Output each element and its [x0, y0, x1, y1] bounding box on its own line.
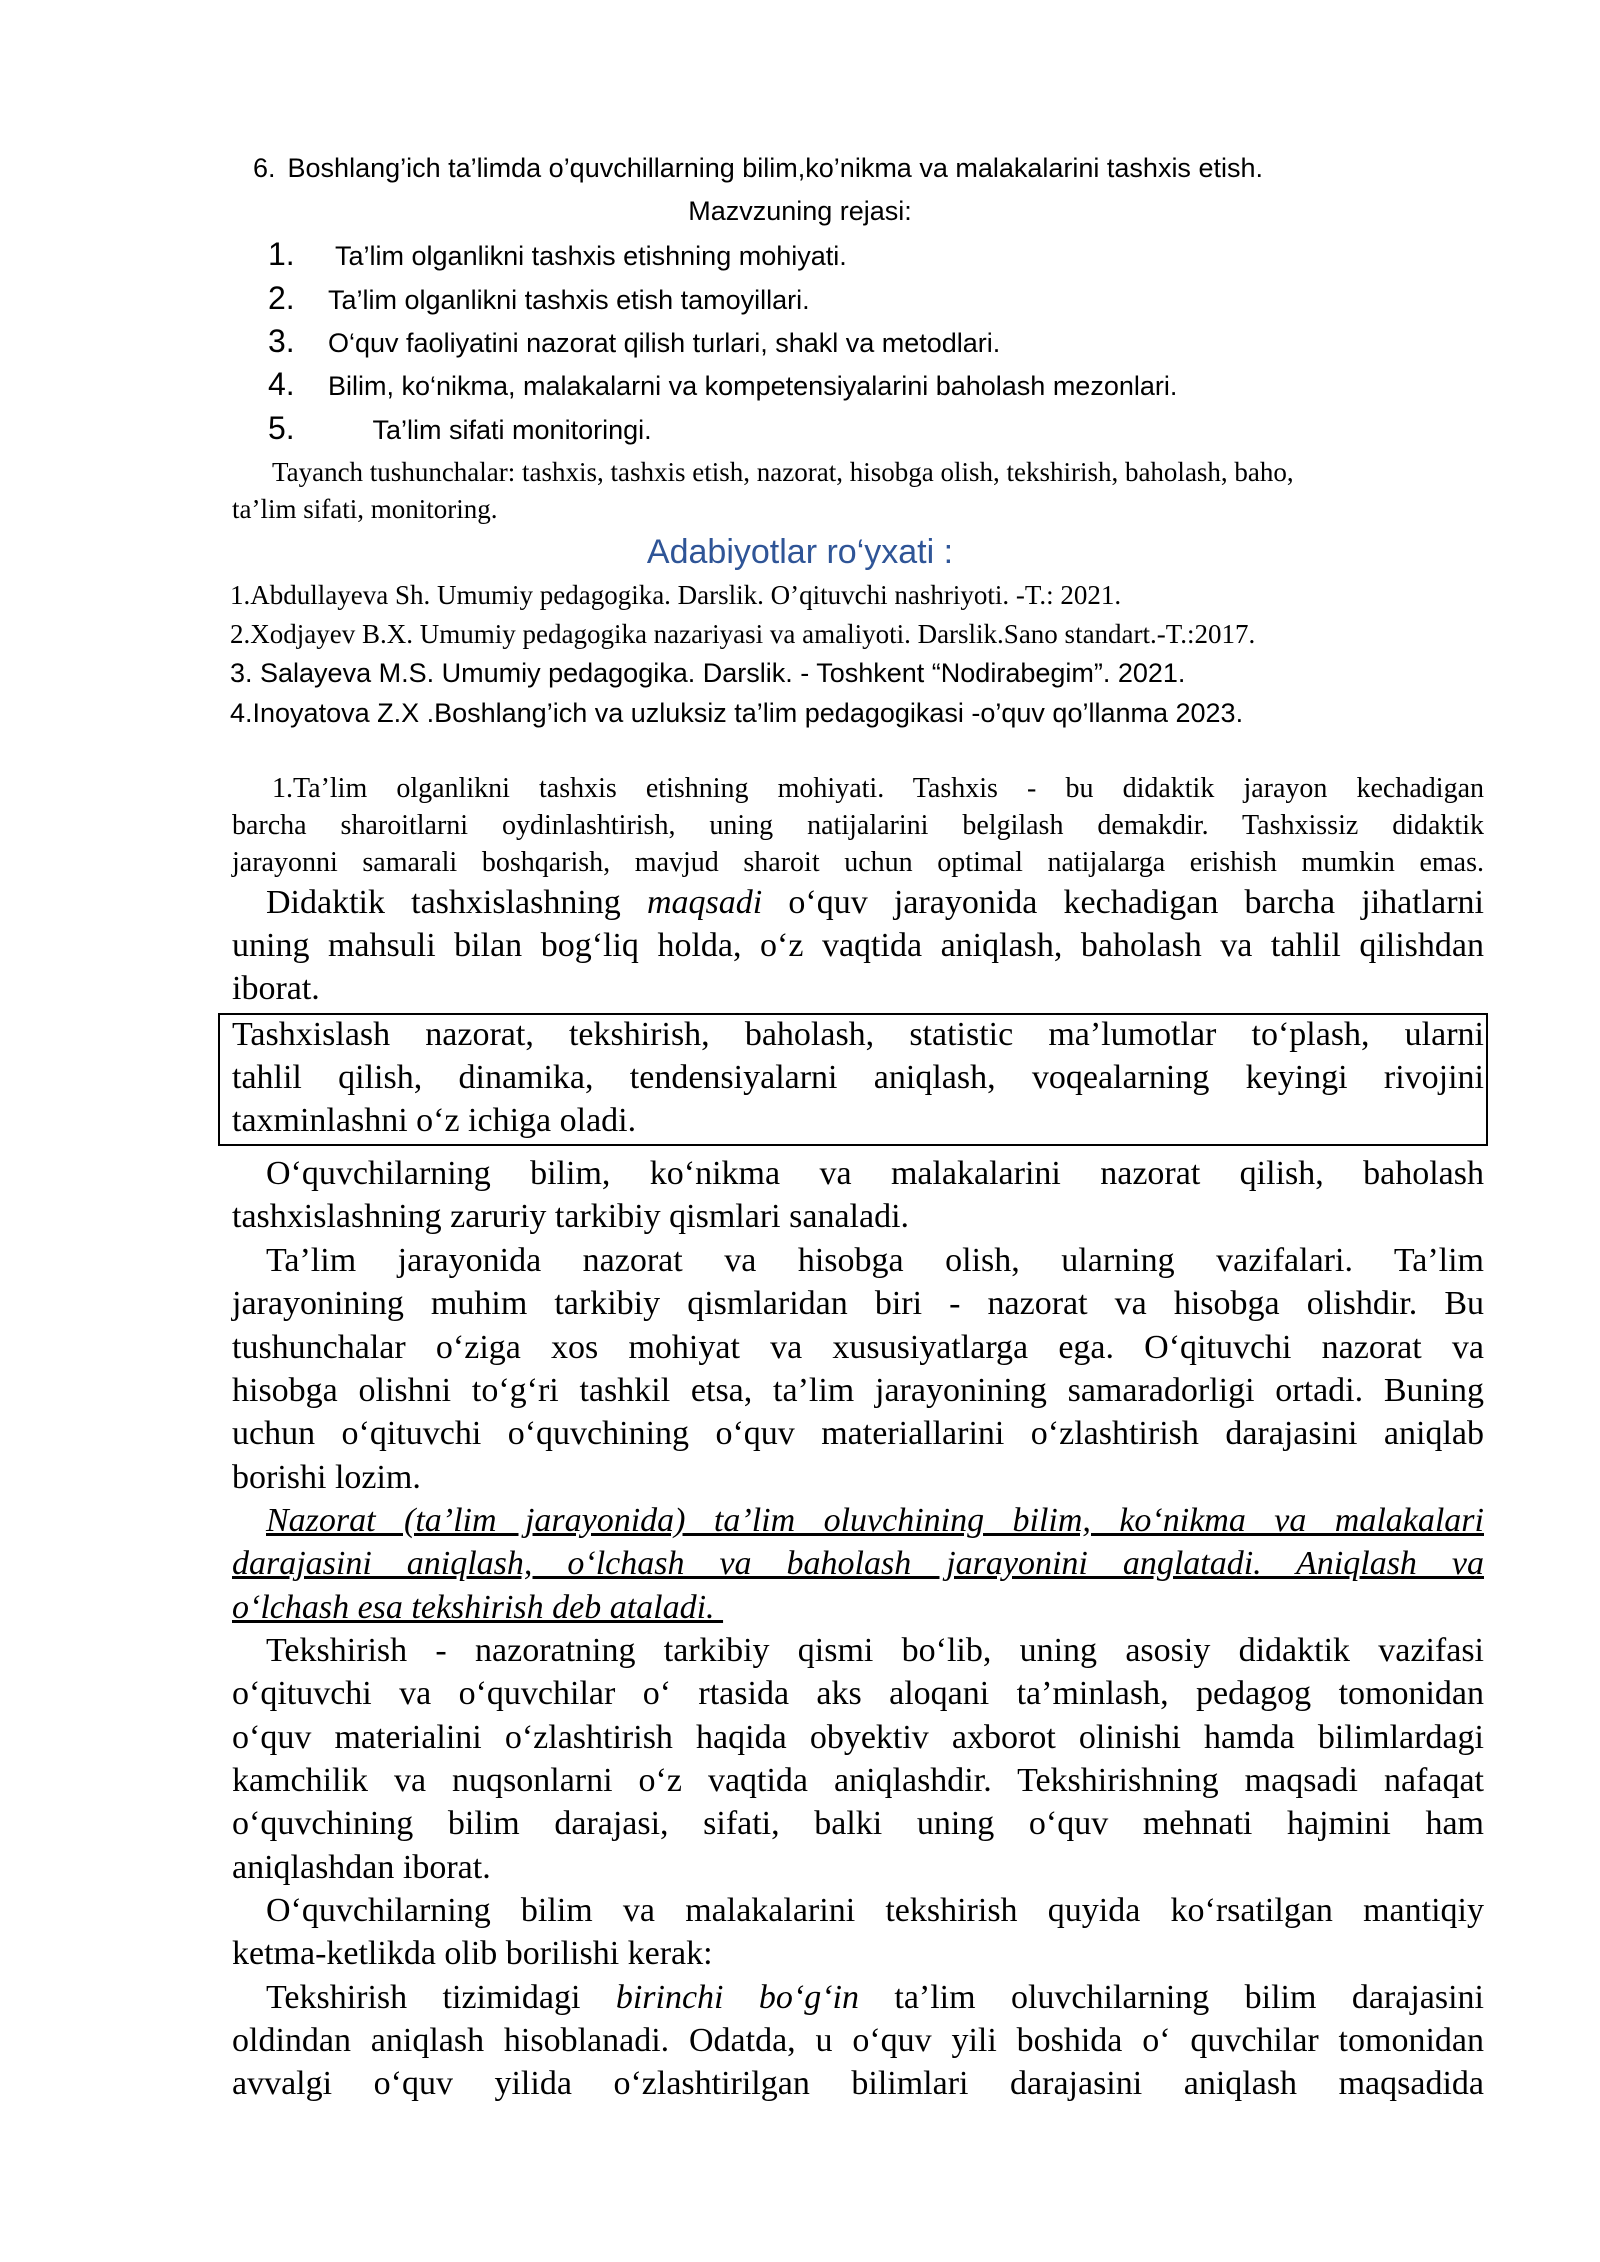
plan-item	[268, 366, 1177, 403]
plan-item-text: Ta’lim sifati monitoringi.	[328, 415, 652, 445]
paragraph-line: uning mahsuli bilan bog‘liq holda, o‘z vaqtida aniqlash, baholash va tahlil qilishdan	[232, 927, 1484, 964]
paragraph-line: borishi lozim.	[232, 1459, 421, 1496]
paragraph-text: Tekshirish tizimidagi	[266, 1979, 616, 2016]
plan-item	[268, 280, 810, 317]
paragraph-line: ketma-ketlikda olib borilishi kerak:	[232, 1935, 713, 1972]
paragraph-line: darajasini aniqlash, o‘lchash va baholash jarayonini anglatadi. Aniqlash va	[232, 1545, 1484, 1582]
paragraph-line: O‘quvchilarning bilim, ko‘nikma va malakalarini nazorat qilish, baholash	[266, 1155, 1484, 1192]
paragraph-line: o‘qituvchi va o‘quvchilar o‘ rtasida aks aloqani ta’minlash, pedagog tomonidan	[232, 1675, 1484, 1712]
paragraph-text: ta’lim oluvchilarning bilim darajasini	[858, 1979, 1485, 2016]
topic-number: 6.	[253, 153, 276, 183]
paragraph-text: Didaktik tashxislashning	[266, 884, 647, 921]
plan-item	[268, 323, 1000, 360]
paragraph-line: tashxislashning zaruriy tarkibiy qismlari sanaladi.	[232, 1198, 910, 1235]
paragraph-line: jarayonining muhim tarkibiy qismlaridan biri - nazorat va hisobga olishdir. Bu	[232, 1285, 1484, 1322]
paragraph-text: o‘quv jarayonida kechadigan barcha jihatlarni	[762, 884, 1484, 921]
emphasis-text: birinchi bo‘g‘in	[615, 1979, 859, 2016]
box-line: taxminlashni o‘z ichiga oladi.	[232, 1102, 637, 1139]
plan-item	[268, 236, 847, 273]
topic-title: Boshlang’ich ta’limda o’quvchillarning bilim,ko’nikma va malakalarini tashxis etish.	[287, 153, 1263, 183]
paragraph-line: O‘quvchilarning bilim va malakalarini tekshirish quyida ko‘rsatilgan mantiqiy	[266, 1892, 1484, 1929]
reference-item: 1.Abdullayeva Sh. Umumiy pedagogika. Darslik. O’qituvchi nashriyoti. -T.: 2021.	[230, 580, 1122, 610]
references-heading: Adabiyotlar ro‘yxati :	[646, 533, 954, 571]
key-concepts-line: ta’lim sifati, monitoring.	[232, 494, 498, 524]
paragraph-line: o‘quvchining bilim darajasi, sifati, balki uning o‘quv mehnati hajmini ham	[232, 1805, 1484, 1842]
plan-heading: Mazvzuning rejasi:	[688, 196, 912, 226]
plan-item-text: Ta’lim olganlikni tashxis etish tamoyillari.	[328, 285, 810, 315]
paragraph-line: uchun o‘qituvchi o‘quvchining o‘quv materiallarini o‘zlashtirish darajasini aniqlab	[232, 1415, 1484, 1452]
reference-item: 3. Salayeva M.S. Umumiy pedagogika. Darslik. - Toshkent “Nodirabegim”. 2021.	[230, 658, 1186, 688]
paragraph-line: 1.Ta’lim olganlikni tashxis etishning mohiyati. Tashxis - bu didaktik jarayon kechadigan	[272, 773, 1484, 804]
emphasis-text: maqsadi	[646, 884, 763, 921]
paragraph-line: avvalgi o‘quv yilida o‘zlashtirilgan bilimlari darajasini aniqlash maqsadida	[232, 2065, 1484, 2102]
paragraph-line: barcha sharoitlarni oydinlashtirish, uning natijalarini belgilash demakdir. Tashxissiz didaktik	[232, 810, 1484, 841]
reference-item: 2.Xodjayev B.X. Umumiy pedagogika nazariyasi va amaliyoti. Darslik.Sano standart.-T.:2017.	[230, 619, 1256, 649]
paragraph-line: hisobga olishni to‘g‘ri tashkil etsa, ta’lim jarayonining samaradorligi ortadi. Buning	[232, 1372, 1484, 1409]
paragraph-line: Tekshirish - nazoratning tarkibiy qismi bo‘lib, uning asosiy didaktik vazifasi	[266, 1632, 1484, 1669]
plan-item-text: Bilim, ko‘nikma, malakalarni va kompetensiyalarini baholash mezonlari.	[328, 371, 1178, 401]
paragraph-line: Nazorat (ta’lim jarayonida) ta’lim oluvchining bilim, ko‘nikma va malakalari	[266, 1502, 1484, 1539]
paragraph-line: oldindan aniqlash hisoblanadi. Odatda, u o‘quv yili boshida o‘ quvchilar tomonidan	[232, 2022, 1484, 2059]
paragraph-line: kamchilik va nuqsonlarni o‘z vaqtida aniqlashdir. Tekshirishning maqsadi nafaqat	[232, 1762, 1484, 1799]
plan-item-number: 1.	[268, 236, 295, 272]
paragraph-line	[266, 884, 1484, 922]
plan-item-number: 2.	[268, 280, 295, 316]
paragraph-line	[266, 1979, 1484, 2017]
paragraph-line: tushunchalar o‘ziga xos mohiyat va xususiyatlarga ega. O‘qituvchi nazorat va	[232, 1329, 1484, 1366]
plan-item-number: 4.	[268, 366, 295, 402]
paragraph-line: jarayonni samarali boshqarish, mavjud sharoit uchun optimal natijalarga erishish mumkin emas.	[232, 847, 1484, 878]
reference-item: 4.Inoyatova Z.X .Boshlang’ich va uzluksiz ta’lim pedagogikasi -o’quv qo’llanma 2023.	[230, 698, 1244, 728]
plan-item-number: 3.	[268, 323, 295, 359]
plan-item	[268, 410, 652, 447]
plan-item-text: Ta’lim olganlikni tashxis etishning mohiyati.	[328, 241, 847, 271]
plan-item-text: O‘quv faoliyatini nazorat qilish turlari, shakl va metodlari.	[328, 328, 1001, 358]
key-concepts-line: Tayanch tushunchalar: tashxis, tashxis etish, nazorat, hisobga olish, tekshirish, baholash, baho,	[272, 457, 1294, 487]
paragraph-line: iborat.	[232, 970, 320, 1007]
paragraph-line: o‘lchash esa tekshirish deb ataladi.	[232, 1589, 724, 1626]
box-line: tahlil qilish, dinamika, tendensiyalarni aniqlash, voqealarning keyingi rivojini	[232, 1059, 1484, 1096]
topic-heading	[253, 153, 1263, 184]
plan-item-number: 5.	[268, 410, 295, 446]
paragraph-line: o‘quv materialini o‘zlashtirish haqida obyektiv axborot olinishi hamda bilimlardagi	[232, 1719, 1484, 1756]
paragraph-line: Ta’lim jarayonida nazorat va hisobga olish, ularning vazifalari. Ta’lim	[266, 1242, 1484, 1279]
box-line: Tashxislash nazorat, tekshirish, baholash, statistic ma’lumotlar to‘plash, ularni	[232, 1016, 1484, 1053]
paragraph-line: aniqlashdan iborat.	[232, 1849, 491, 1886]
